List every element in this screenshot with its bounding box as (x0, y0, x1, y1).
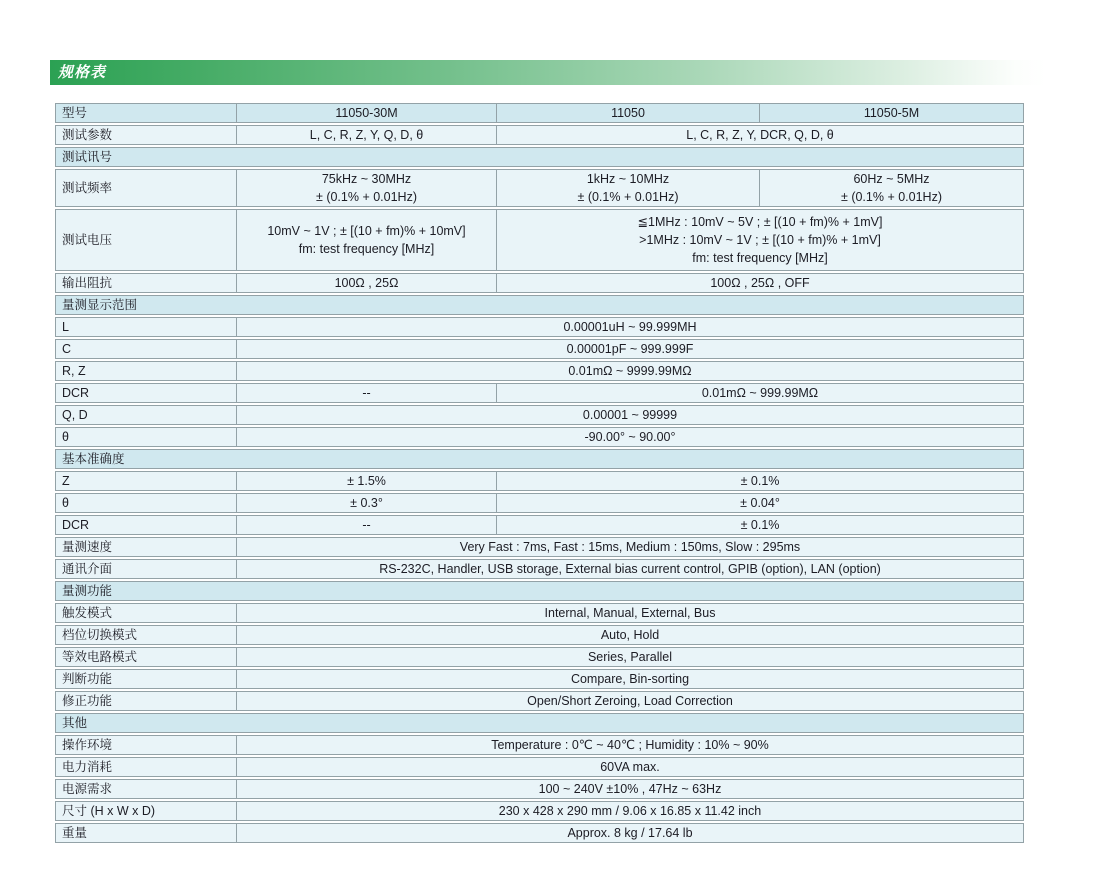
value-cell: -90.00° ~ 90.00° (237, 427, 1024, 447)
value-cell: 100Ω , 25Ω , OFF (497, 273, 1024, 293)
table-row-power-consumption (55, 757, 1024, 777)
page-title: 规格表 (58, 64, 107, 81)
table-row-trigger-mode (55, 603, 1024, 623)
value-cell: Auto, Hold (237, 625, 1024, 645)
value-cell (237, 169, 497, 207)
section-title: 其他 (55, 713, 1024, 733)
value-cell (497, 169, 760, 207)
row-label: θ (55, 427, 237, 447)
table-row-accuracy-dcr (55, 515, 1024, 535)
row-label: 输出阻抗 (55, 273, 237, 293)
table-row-judgment-function (55, 669, 1024, 689)
value-cell: 100 ~ 240V ±10% , 47Hz ~ 63Hz (237, 779, 1024, 799)
section-banner (50, 60, 1046, 85)
section-title: 测试讯号 (55, 147, 1024, 167)
value-cell: Open/Short Zeroing, Load Correction (237, 691, 1024, 711)
table-row-accuracy-z (55, 471, 1024, 491)
model-cell-1: 11050-30M (237, 103, 497, 123)
section-row-test-signal (55, 147, 1024, 167)
value-line: 1kHz ~ 10MHz (586, 172, 670, 186)
table-row-range-dcr (55, 383, 1024, 403)
table-row-range-c (55, 339, 1024, 359)
row-label: Q, D (55, 405, 237, 425)
value-cell: ± 1.5% (237, 471, 497, 491)
row-label: 尺寸 (H x W x D) (55, 801, 237, 821)
value-cell: Approx. 8 kg / 17.64 lb (237, 823, 1024, 843)
spec-table (55, 101, 1024, 845)
table-row-test-voltage (55, 209, 1024, 271)
row-label: 测试频率 (55, 169, 237, 207)
value-cell: 60VA max. (237, 757, 1024, 777)
value-cell (497, 209, 1024, 271)
section-row-others (55, 713, 1024, 733)
section-title: 量测功能 (55, 581, 1024, 601)
value-cell: 0.01mΩ ~ 999.99MΩ (497, 383, 1024, 403)
value-cell: Series, Parallel (237, 647, 1024, 667)
table-row-power-requirement (55, 779, 1024, 799)
model-cell-2: 11050 (497, 103, 760, 123)
table-row-range-theta (55, 427, 1024, 447)
table-row-weight (55, 823, 1024, 843)
row-label: DCR (55, 383, 237, 403)
value-cell (760, 169, 1024, 207)
value-line: 10mV ~ 1V ; ± [(10 + fm)% + 10mV] (267, 224, 466, 238)
value-cell: L, C, R, Z, Y, Q, D, θ (237, 125, 497, 145)
value-cell: ± 0.1% (497, 471, 1024, 491)
row-label: 通讯介面 (55, 559, 237, 579)
section-row-basic-accuracy (55, 449, 1024, 469)
value-cell: 100Ω , 25Ω (237, 273, 497, 293)
section-row-display-range (55, 295, 1024, 315)
row-label: 判断功能 (55, 669, 237, 689)
row-label: 修正功能 (55, 691, 237, 711)
row-label: 电力消耗 (55, 757, 237, 777)
value-line: ± (0.1% + 0.01Hz) (315, 190, 417, 204)
table-row-test-parameters (55, 125, 1024, 145)
row-label: 电源需求 (55, 779, 237, 799)
row-label-model: 型号 (55, 103, 237, 123)
row-label: DCR (55, 515, 237, 535)
value-cell: -- (237, 515, 497, 535)
value-cell: Temperature : 0℃ ~ 40℃ ; Humidity : 10% ~ 90% (237, 735, 1024, 755)
value-line: >1MHz : 10mV ~ 1V ; ± [(10 + fm)% + 1mV] (639, 233, 881, 247)
row-label: 量测速度 (55, 537, 237, 557)
table-row-interfaces (55, 559, 1024, 579)
table-row-ranging-mode (55, 625, 1024, 645)
table-row-accuracy-theta (55, 493, 1024, 513)
value-cell: 230 x 428 x 290 mm / 9.06 x 16.85 x 11.42 inch (237, 801, 1024, 821)
value-cell: ± 0.1% (497, 515, 1024, 535)
value-line: ≦1MHz : 10mV ~ 5V ; ± [(10 + fm)% + 1mV] (637, 215, 883, 229)
table-row-correction-function (55, 691, 1024, 711)
value-cell: Very Fast : 7ms, Fast : 15ms, Medium : 150ms, Slow : 295ms (237, 537, 1024, 557)
value-cell: -- (237, 383, 497, 403)
section-title: 量测显示范围 (55, 295, 1024, 315)
table-row-dimensions (55, 801, 1024, 821)
row-label: 操作环境 (55, 735, 237, 755)
value-cell: 0.00001pF ~ 999.999F (237, 339, 1024, 359)
value-line: fm: test frequency [MHz] (692, 251, 828, 265)
row-label: 触发模式 (55, 603, 237, 623)
value-cell: Compare, Bin-sorting (237, 669, 1024, 689)
row-label: 重量 (55, 823, 237, 843)
row-label: 测试参数 (55, 125, 237, 145)
value-cell: RS-232C, Handler, USB storage, External bias current control, GPIB (option), LAN (option) (237, 559, 1024, 579)
value-cell: Internal, Manual, External, Bus (237, 603, 1024, 623)
table-row-equivalent-circuit (55, 647, 1024, 667)
model-cell-3: 11050-5M (760, 103, 1024, 123)
value-line: ± (0.1% + 0.01Hz) (840, 190, 942, 204)
value-cell: 0.01mΩ ~ 9999.99MΩ (237, 361, 1024, 381)
value-cell: ± 0.04° (497, 493, 1024, 513)
row-label: θ (55, 493, 237, 513)
value-line: fm: test frequency [MHz] (298, 242, 435, 256)
table-row-test-frequency (55, 169, 1024, 207)
value-cell: 0.00001 ~ 99999 (237, 405, 1024, 425)
value-cell: L, C, R, Z, Y, DCR, Q, D, θ (497, 125, 1024, 145)
row-label: 测试电压 (55, 209, 237, 271)
table-row-measurement-speed (55, 537, 1024, 557)
table-row-range-qd (55, 405, 1024, 425)
row-label: Z (55, 471, 237, 491)
section-row-measurement-functions (55, 581, 1024, 601)
value-line: ± (0.1% + 0.01Hz) (577, 190, 679, 204)
value-line: 60Hz ~ 5MHz (853, 172, 930, 186)
value-cell: 0.00001uH ~ 99.999MH (237, 317, 1024, 337)
row-label: L (55, 317, 237, 337)
section-title: 基本准确度 (55, 449, 1024, 469)
value-line: 75kHz ~ 30MHz (321, 172, 412, 186)
table-row-operating-environment (55, 735, 1024, 755)
model-header-row (55, 103, 1024, 123)
table-row-output-impedance (55, 273, 1024, 293)
row-label: 等效电路模式 (55, 647, 237, 667)
value-cell (237, 209, 497, 271)
row-label: C (55, 339, 237, 359)
value-cell: ± 0.3° (237, 493, 497, 513)
table-row-range-l (55, 317, 1024, 337)
row-label: 档位切换模式 (55, 625, 237, 645)
table-row-range-rz (55, 361, 1024, 381)
row-label: R, Z (55, 361, 237, 381)
